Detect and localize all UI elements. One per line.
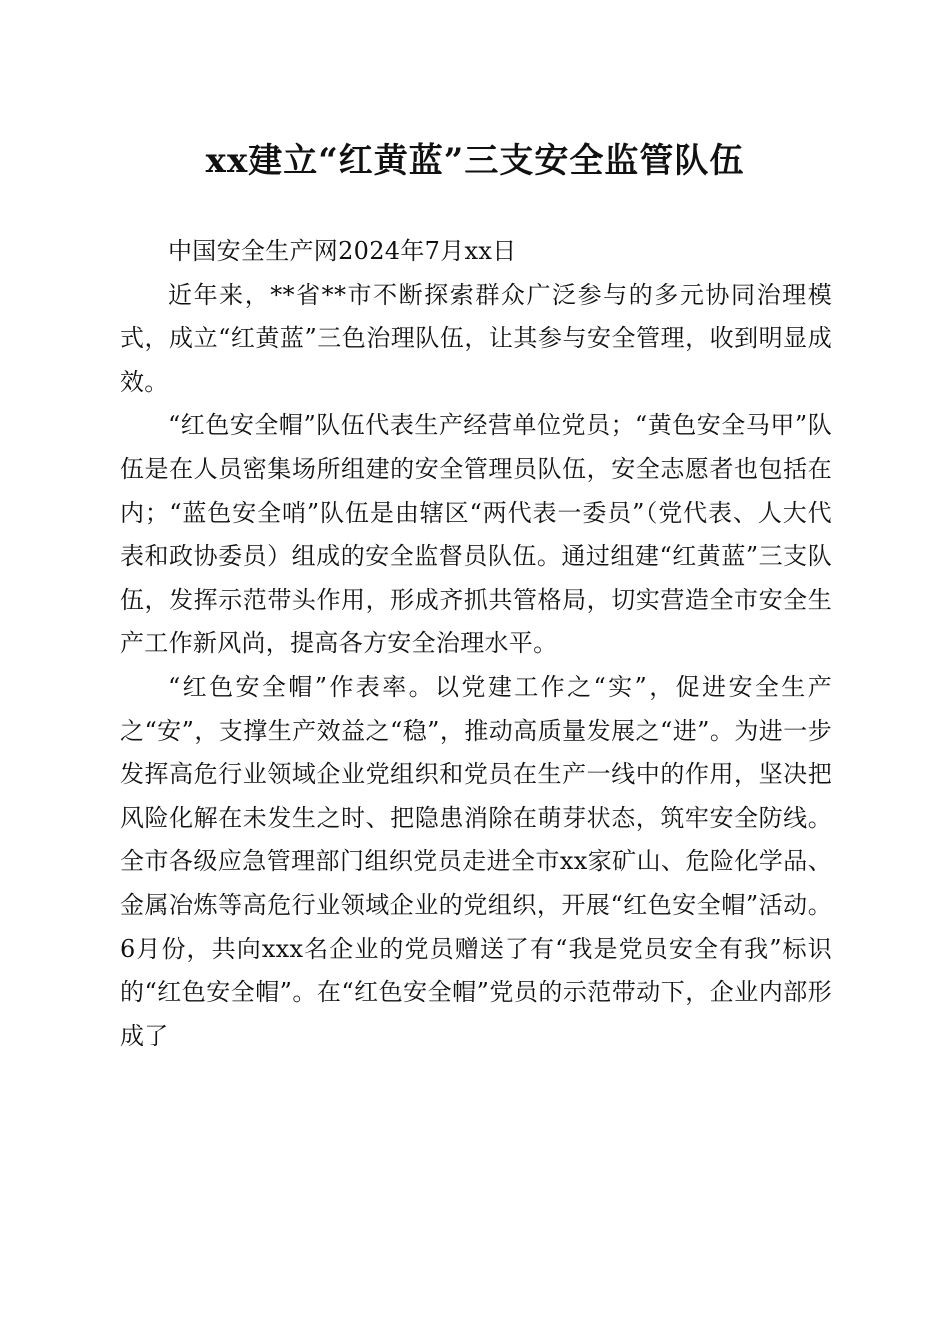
- document-title: xx建立“红黄蓝”三支安全监管队伍: [205, 141, 745, 181]
- dateline-paragraph: 中国安全生产网2024年7月xx日: [168, 237, 517, 265]
- red-helmet-paragraph: “红色安全帽”作表率。以党建工作之“实”，促进安全生产之“安”，支撑生产效益之“稳”，推动高质量发展之“进”。为进一步发挥高危行业领域企业党组织和党员在生产一线中的作用，坚决把风险化解在未发生之时、把隐患消除在萌芽状态，筑牢安全防线。全市各级应急管理部门组织党员走进全市xx家矿山、危险化学品、金属冶炼等高危行业领域企业的党组织，开展“红色安全帽”活动。6月份，共向xxx名企业的党员赠送了有“我是党员安全有我”标识的“红色安全帽”。在“红色安全帽”党员的示范带动下，企业内部形成了: [120, 672, 832, 1050]
- teams-description-paragraph: “红色安全帽”队伍代表生产经营单位党员；“黄色安全马甲”队伍是在人员密集场所组建的安全管理员队伍，安全志愿者也包括在内；“蓝色安全哨”队伍是由辖区“两代表一委员”（党代表、人大代表和政协委员）组成的安全监督员队伍。通过组建“红黄蓝”三支队伍，发挥示范带头作用，形成齐抓共管格局，切实营造全市安全生产工作新风尚，提高各方安全治理水平。: [120, 411, 832, 658]
- document-body: [120, 230, 832, 1058]
- intro-paragraph: 近年来，**省**市不断探索群众广泛参与的多元协同治理模式，成立“红黄蓝”三色治理队伍，让其参与安全管理，收到明显成效。: [120, 280, 832, 396]
